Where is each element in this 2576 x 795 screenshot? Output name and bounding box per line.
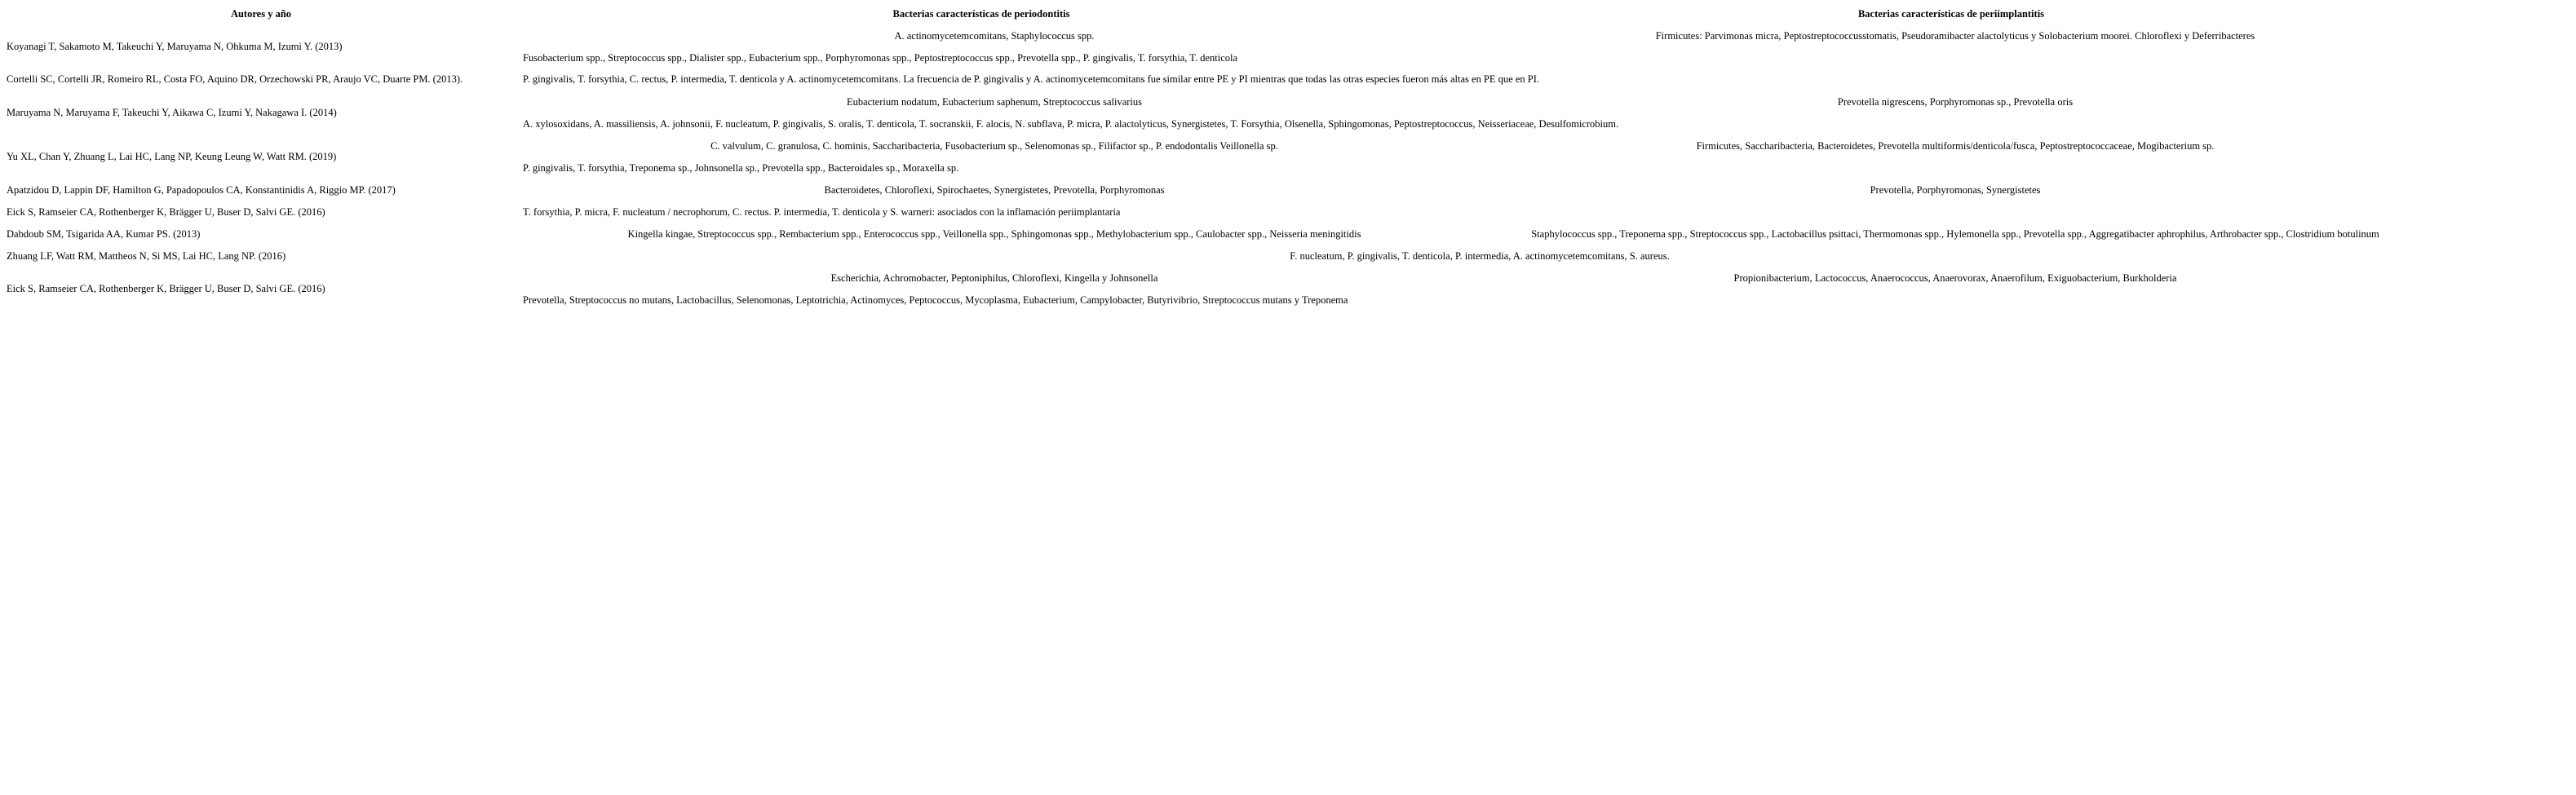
row-periimplant: Propionibacterium, Lactococcus, Anaerococcus, Anaerovorax, Anaerofilum, Exiguobacterium, Burkholderia [1733,272,2177,284]
row-authors: Dabdoub SM, Tsigarida AA, Kumar PS. (2013) [7,228,201,240]
row-authors: Yu XL, Chan Y, Zhuang L, Lai HC, Lang NP, Keung Leung W, Watt RM. (2019) [7,151,337,162]
row-periimplant: Prevotella nigrescens, Porphyromonas sp., Prevotella oris [1837,96,2074,108]
header-periimplantitis: Bacterias características de periimplantitis [1857,8,2045,20]
row-perio-line1: Eubacterium nodatum, Eubacterium saphenum, Streptococcus salivarius [846,96,1143,108]
row-authors: Maruyama N, Maruyama F, Takeuchi Y, Aikawa C, Izumi Y, Nakagawa I. (2014) [7,107,337,118]
row-merged: F. nucleatum, P. gingivalis, T. denticola, P. intermedia, A. actinomycetemcomitans, S. aureus. [1290,250,1670,262]
row-authors: Zhuang LF, Watt RM, Mattheos N, Si MS, Lai HC, Lang NP. (2016) [7,250,286,262]
row-perio-line1: C. valvulum, C. granulosa, C. hominis, Saccharibacteria, Fusobacterium sp., Selenomonas sp., Filifactor sp., P. endodontalis Veillonella sp. [710,140,1278,152]
row-authors: Koyanagi T, Sakamoto M, Takeuchi Y, Maruyama N, Ohkuma M, Izumi Y. (2013) [7,41,343,52]
row-perio-line2: Fusobacterium spp., Streptococcus spp., Dialister spp., Eubacterium spp., Porphyromonas spp., Peptostreptococcus spp., Prevotella spp., P. gingivalis, T. forsythia, T. denticola [523,52,1238,64]
row-periimplant: Staphylococcus spp., Treponema spp., Streptococcus spp., Lactobacillus psittaci, Thermomonas spp., Hylemonella spp., Prevotella spp., Aggregatibacter aphrophilus, Arthrobacter spp., Clostridium botulinum [1531,228,2379,240]
row-periimplant: Firmicutes: Parvimonas micra, Peptostreptococcusstomatis, Pseudoramibacter alactolyticus y Solobacterium moorei. Chloroflexi y Deferribacteres [1655,30,2255,42]
row-merged: P. gingivalis, T. forsythia, C. rectus, P. intermedia, T. denticola y A. actinomycetemcomitans. La frecuencia de P. gingivalis y A. actinomycetemcomitans fue similar entre PE y PI mientras que todas las otras especies fueron más altas en PE que en PI. [523,73,1539,85]
row-merged: T. forsythia, P. micra, F. nucleatum / necrophorum, C. rectus. P. intermedia, T. denticola y S. warneri: asociados con la inflamación periimplantaria [523,206,1121,218]
row-perio-line2: Prevotella, Streptococcus no mutans, Lactobacillus, Selenomonas, Leptotrichia, Actinomyces, Peptococcus, Mycoplasma, Eubacterium, Campylobacter, Butyrivibrio, Streptococcus mutans y Treponema [523,294,1348,306]
row-perio-line2: P. gingivalis, T. forsythia, Treponema sp., Johnsonella sp., Prevotella spp., Bacteroidales sp., Moraxella sp. [523,162,959,174]
row-perio: Kingella kingae, Streptococcus spp., Rembacterium spp., Enterococcus spp., Veillonella spp., Sphingomonas spp., Methylobacterium spp., Caulobacter spp., Neisseria meningitidis [627,228,1361,240]
row-periimplant: Prevotella, Porphyromonas, Synergistetes [1870,184,2041,196]
row-authors: Eick S, Ramseier CA, Rothenberger K, Brägger U, Buser D, Salvi GE. (2016) [7,283,325,294]
row-perio-line1: Escherichia, Achromobacter, Peptoniphilus, Chloroflexi, Kingella y Johnsonella [830,272,1158,284]
row-perio-line2: A. xylosoxidans, A. massiliensis, A. johnsonii, F. nucleatum, P. gingivalis, S. oralis, T. denticola, T. socranskii, F. alocis, N. subflava, P. micra, P. alactolyticus, Synergistetes, T. Forsythia, Olsenella, Sphingomonas, Peptostreptococcus, Neisseriaceae, Desulfomicrobium. [523,118,1619,130]
row-perio-line1: A. actinomycetemcomitans, Staphylococcus spp. [894,30,1095,42]
row-authors: Cortelli SC, Cortelli JR, Romeiro RL, Costa FO, Aquino DR, Orzechowski PR, Araujo VC, Duarte PM. (2013). [7,73,463,85]
row-perio: Bacteroidetes, Chloroflexi, Spirochaetes, Synergistetes, Prevotella, Porphyromonas [824,184,1165,196]
row-authors: Eick S, Ramseier CA, Rothenberger K, Brägger U, Buser D, Salvi GE. (2016) [7,206,325,218]
row-periimplant: Firmicutes, Saccharibacteria, Bacteroidetes, Prevotella multiformis/denticola/fusca, Peptostreptococcaceae, Mogibacterium sp. [1696,140,2215,152]
row-authors: Apatzidou D, Lappin DF, Hamilton G, Papadopoulos CA, Konstantinidis A, Riggio MP. (2017) [7,184,396,196]
header-authors: Autores y año [230,8,292,20]
header-periodontitis: Bacterias características de periodontitis [892,8,1070,20]
